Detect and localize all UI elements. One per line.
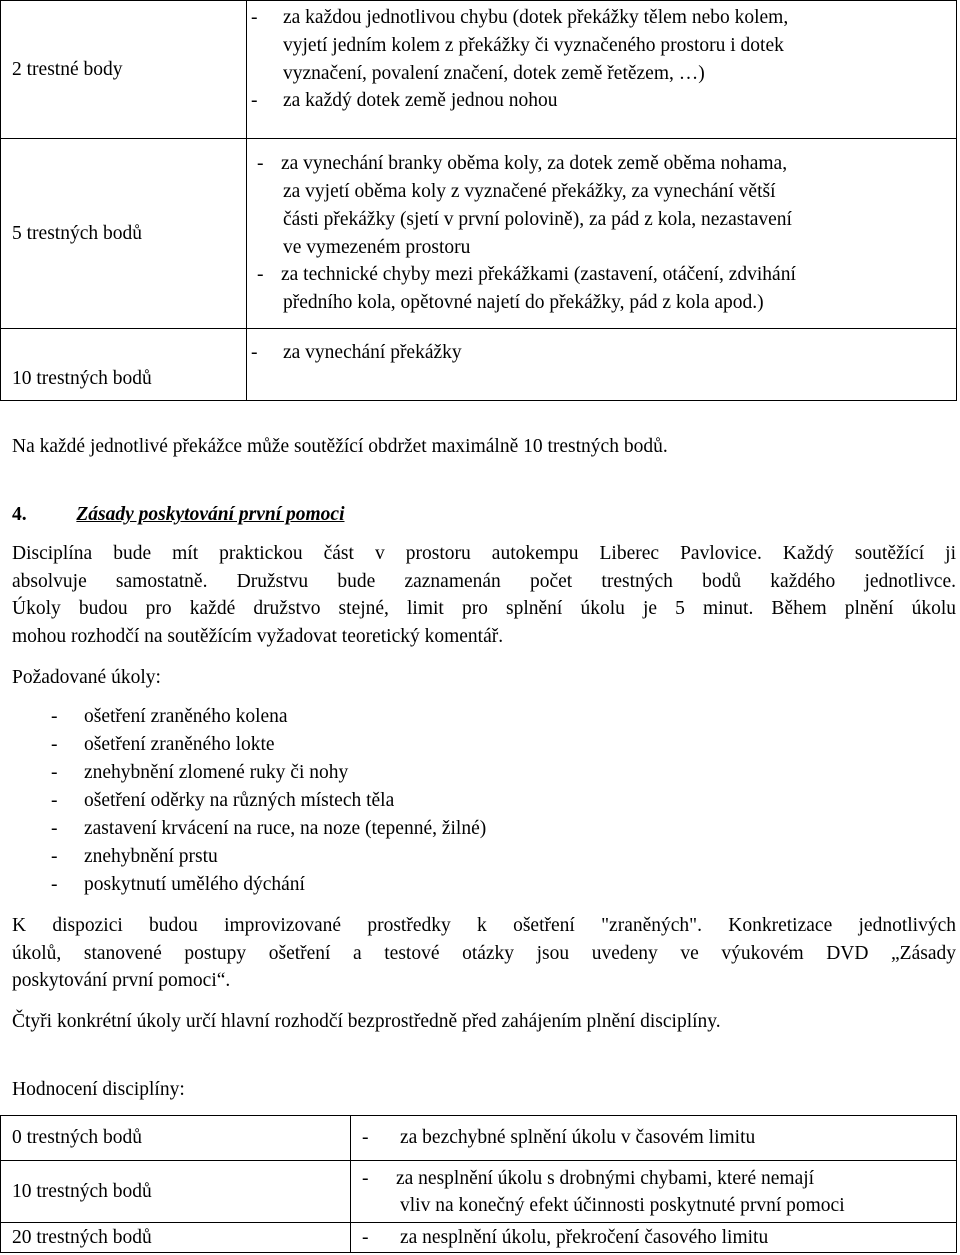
list-item: - ošetření zraněného lokte bbox=[51, 734, 275, 755]
penalty-item: - za vynechání překážky bbox=[251, 342, 462, 363]
penalty-table bbox=[0, 0, 957, 401]
penalty-row bbox=[1, 1, 957, 139]
tasks-heading: Požadované úkoly: bbox=[12, 667, 161, 688]
penalty-description bbox=[247, 139, 957, 329]
max-penalty-note: Na každé jednotlivé překážce může soutěžící obdržet maximálně 10 trestných bodů. bbox=[12, 436, 668, 457]
table-row bbox=[1, 1223, 957, 1253]
evaluation-description: - za nesplnění úkolu, překročení časového limitu bbox=[351, 1223, 957, 1253]
evaluation-label: 20 trestných bodů bbox=[1, 1223, 351, 1253]
section-number: 4. bbox=[12, 504, 27, 525]
penalty-item: - za vynechání branky oběma koly, za dotek země oběma nohama, za vyjetí oběma koly z vyznačené překážky, za vynechání větší části překážky (sjetí v první polovině), za pád z kola, nezastavení ve vymezeném prostoru bbox=[257, 153, 792, 258]
section-heading bbox=[12, 501, 344, 528]
evaluation-label: 10 trestných bodů bbox=[1, 1161, 351, 1223]
list-item: - ošetření oděrky na různých místech těla bbox=[51, 790, 395, 811]
penalty-item: - za technické chyby mezi překážkami (zastavení, otáčení, zdvihání předního kola, opětovné najetí do překážky, pád z kola apod.) bbox=[257, 264, 796, 314]
penalty-label: 5 trestných bodů bbox=[1, 139, 247, 329]
list-item: - znehybnění prstu bbox=[51, 846, 218, 867]
list-item: - ošetření zraněného kolena bbox=[51, 706, 288, 727]
evaluation-heading: Hodnocení disciplíny: bbox=[12, 1079, 185, 1100]
four-tasks-note: Čtyři konkrétní úkoly určí hlavní rozhodčí bezprostředně před zahájením plnění disciplíny. bbox=[12, 1011, 721, 1032]
penalty-row bbox=[1, 329, 957, 401]
evaluation-label: 0 trestných bodů bbox=[1, 1116, 351, 1161]
evaluation-table bbox=[0, 1115, 957, 1253]
table-row bbox=[1, 1161, 957, 1223]
task-list bbox=[51, 703, 486, 899]
penalty-description bbox=[247, 329, 957, 401]
evaluation-description: - za nesplnění úkolu s drobnými chybami, které nemají vliv na konečný efekt účinnosti poskytnuté první pomoci bbox=[351, 1161, 957, 1223]
aids-paragraph: K dispozici budou improvizované prostředky k ošetření "zraněných". Konkretizace jednotlivých úkolů, stanovené postupy ošetření a testové otázky jsou uvedeny ve výukovém DVD „Zásady poskytování první pomoci“. bbox=[12, 915, 956, 991]
list-item: - znehybnění zlomené ruky či nohy bbox=[51, 762, 349, 783]
list-item: - zastavení krvácení na ruce, na noze (tepenné, žilné) bbox=[51, 818, 487, 839]
section-title: Zásady poskytování první pomoci bbox=[76, 504, 345, 525]
evaluation-description: - za bezchybné splnění úkolu v časovém limitu bbox=[351, 1116, 957, 1161]
penalty-description bbox=[247, 1, 957, 139]
penalty-item: - za každý dotek země jednou nohou bbox=[251, 90, 558, 112]
intro-paragraph: Disciplína bude mít praktickou část v prostoru autokempu Liberec Pavlovice. Každý soutěžící ji absolvuje samostatně. Družstvu bude zaznamenán počet trestných bodů každého jednotlivce. Úkoly budou pro každé družstvo stejné, limit pro splnění úkolu je 5 minut. Během plnění úkolu mohou rozhodčí na soutěžícím vyžadovat teoretický komentář. bbox=[12, 543, 956, 647]
penalty-label: 2 trestné body bbox=[1, 1, 247, 139]
penalty-item: - za každou jednotlivou chybu (dotek překážky tělem nebo kolem, vyjetí jedním kolem z překážky či vyznačeného prostoru i dotek vyznačení, povalení značení, dotek země řetězem, …) bbox=[251, 7, 789, 84]
penalty-label: 10 trestných bodů bbox=[1, 329, 247, 401]
list-item: - poskytnutí umělého dýchání bbox=[51, 874, 305, 895]
penalty-row bbox=[1, 139, 957, 329]
table-row bbox=[1, 1116, 957, 1161]
